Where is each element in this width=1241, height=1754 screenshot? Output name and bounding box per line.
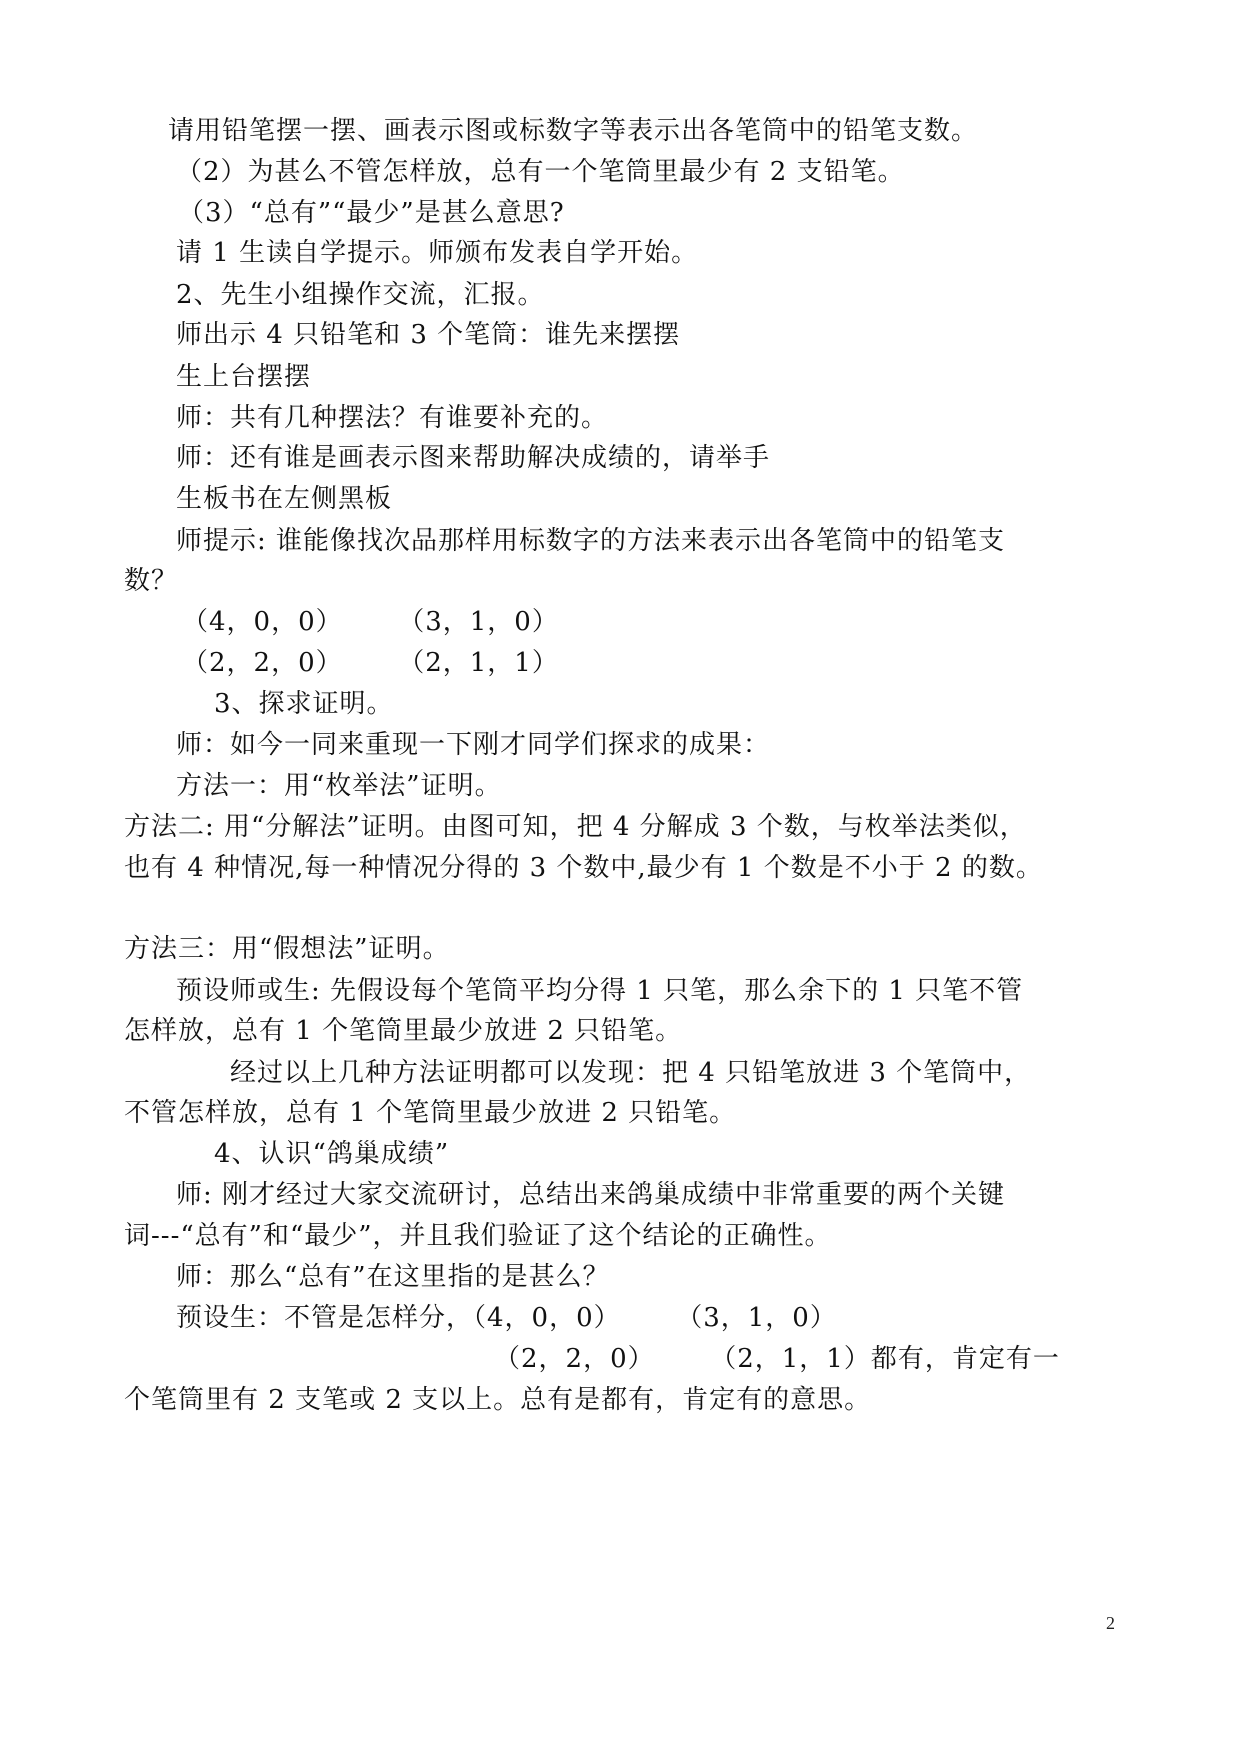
text-line: 生板书在左侧黑板 — [176, 484, 393, 514]
text-line: （3）“总有”“最少”是甚么意思? — [178, 198, 565, 228]
text-line: 师：共有几种摆法？有谁要补充的。 — [176, 403, 609, 433]
text-line: 3、探求证明。 — [214, 689, 394, 719]
text-line: 个笔筒里有 2 支笔或 2 支以上。总有是都有，肯定有的意思。 — [124, 1385, 872, 1415]
text-line: 方法三：用“假想法”证明。 — [124, 934, 450, 964]
text-line: 预设师或生: 先假设每个笔筒平均分得 1 只笔，那么余下的 1 只笔不管 — [176, 976, 1024, 1006]
text-line: （4，0，0） （3，1，0） — [182, 607, 559, 637]
text-line: 师：如今一同来重现一下刚才同学们探求的成果： — [176, 730, 771, 760]
text-line: 生上台摆摆 — [176, 362, 312, 392]
text-line: 师：还有谁是画表示图来帮助解决成绩的，请举手 — [176, 443, 771, 473]
text-line: 预设生：不管是怎样分，（4，0，0） （3，1，0） — [176, 1303, 837, 1333]
text-line: 4、认识“鸽巢成绩” — [214, 1139, 450, 1169]
text-line: （2，2，0） （2，1，1） — [182, 648, 559, 678]
text-line: 经过以上几种方法证明都可以发现：把 4 只铅笔放进 3 个笔筒中， — [230, 1058, 1032, 1088]
text-line: 师：那么“总有”在这里指的是甚么？ — [176, 1262, 610, 1292]
text-line: 词---“总有”和“最少”，并且我们验证了这个结论的正确性。 — [124, 1221, 832, 1251]
text-line: 师提示: 谁能像找次品那样用标数字的方法来表示出各笔筒中的铅笔支 — [176, 526, 1006, 556]
text-line: 数？ — [124, 566, 179, 596]
page-number: 2 — [1106, 1613, 1115, 1633]
text-line: 怎样放，总有 1 个笔筒里最少放进 2 只铅笔。 — [124, 1016, 683, 1046]
text-line: （2，2，0） （2，1，1）都有，肯定有一 — [494, 1344, 1060, 1374]
text-line: 方法二: 用“分解法”证明。由图可知，把 4 分解成 3 个数，与枚举法类似， — [124, 812, 1027, 842]
text-line: 请用铅笔摆一摆、画表示图或标数字等表示出各笔筒中的铅笔支数。 — [168, 116, 979, 146]
text-line: （2）为甚么不管怎样放，总有一个笔筒里最少有 2 支铅笔。 — [176, 157, 905, 187]
text-line: 不管怎样放，总有 1 个笔筒里最少放进 2 只铅笔。 — [124, 1098, 737, 1128]
text-line: 师出示 4 只铅笔和 3 个笔筒：谁先来摆摆 — [176, 320, 681, 350]
text-line: 2、先生小组操作交流，汇报。 — [176, 280, 545, 310]
text-line: 师: 刚才经过大家交流研讨，总结出来鸽巢成绩中非常重要的两个关键 — [176, 1180, 1006, 1210]
text-line: 方法一：用“枚举法”证明。 — [176, 771, 502, 801]
text-line: 请 1 生读自学提示。师颁布发表自学开始。 — [176, 238, 699, 268]
text-line: 也有 4 种情况,每一种情况分得的 3 个数中,最少有 1 个数是不小于 2 的数。 — [124, 853, 1043, 883]
